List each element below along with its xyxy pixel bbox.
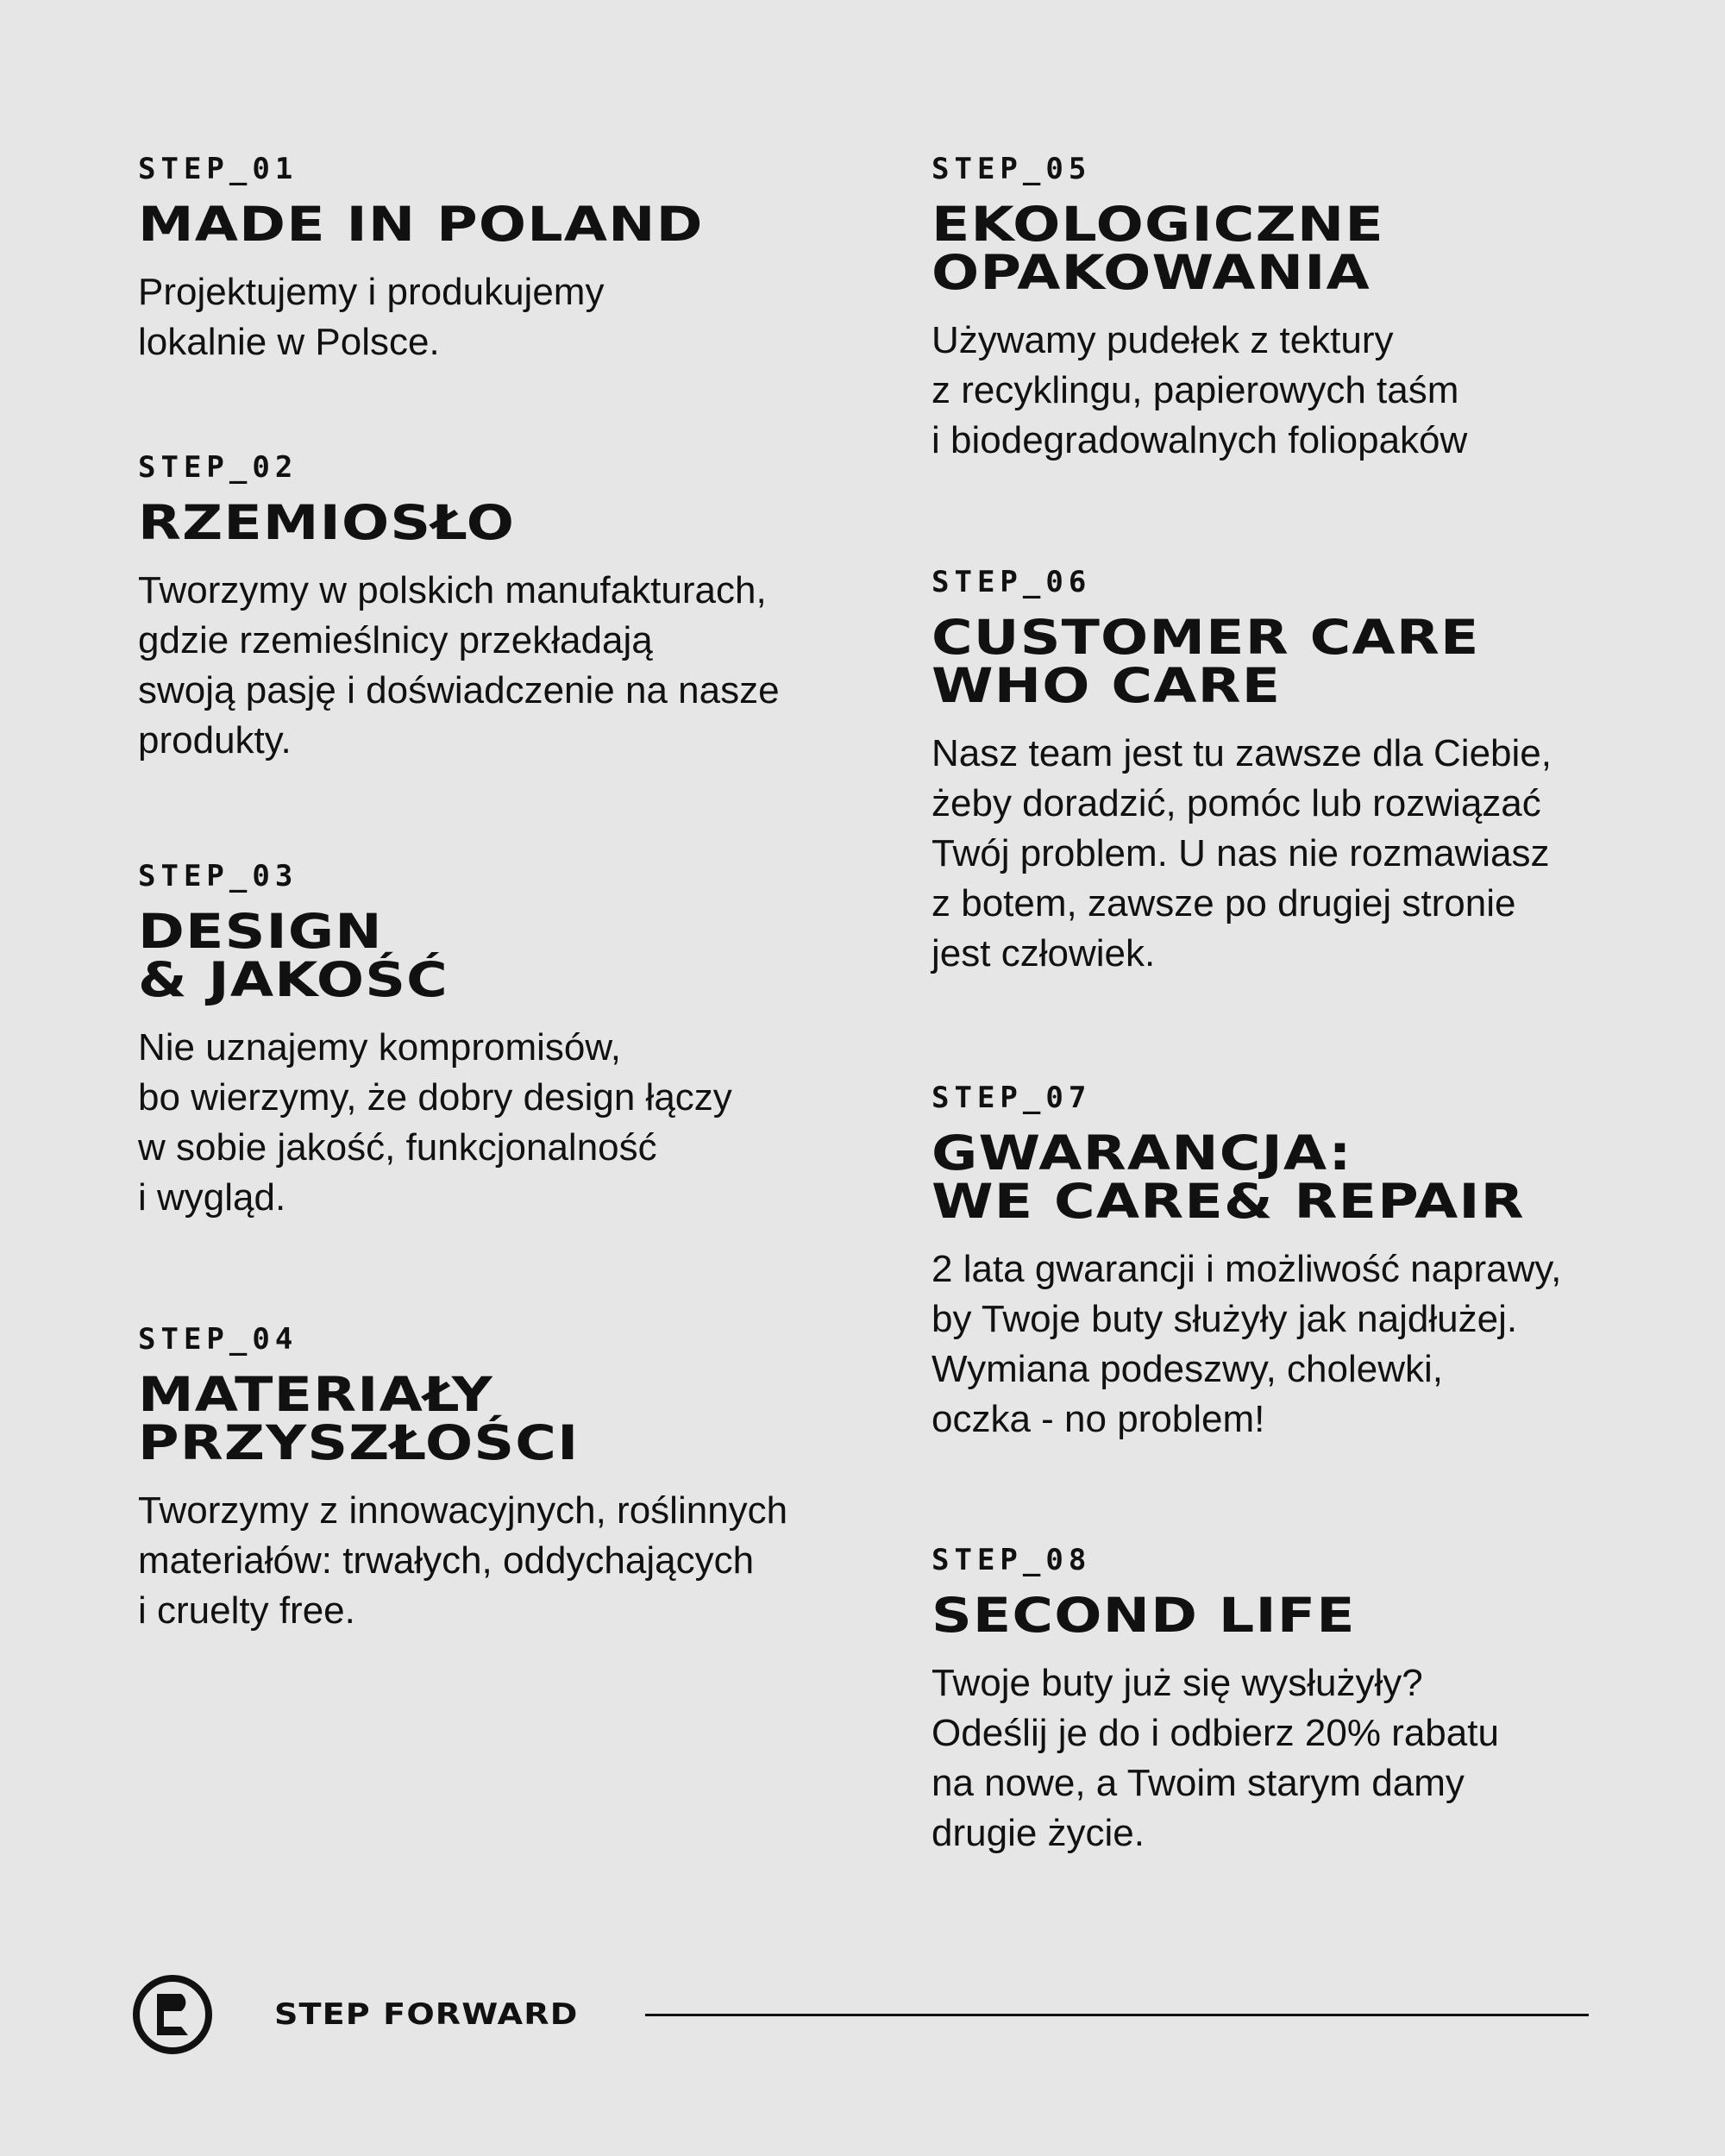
step-label: STEP_05 [932, 152, 1092, 186]
step-description: Projektujemy i produkujemy lokalnie w Polsce. [138, 271, 605, 363]
step-description: Tworzymy w polskich manufakturach, gdzie rzemieślnicy przekładają swoją pasję i doświadczenie na nasze produkty. [138, 569, 780, 761]
step-04 [138, 1322, 862, 1636]
step-label: STEP_03 [138, 859, 298, 893]
step-description: Nie uznajemy kompromisów, bo wierzymy, że dobry design łączy w sobie jakość, funkcjonalność i wygląd. [138, 1026, 732, 1219]
step-05 [932, 152, 1656, 466]
step-label: STEP_04 [138, 1322, 298, 1357]
step-description: Tworzymy z innowacyjnych, roślinnych materiałów: trwałych, oddychających i cruelty free. [138, 1489, 788, 1632]
step-07 [932, 1081, 1656, 1445]
step-title: EKOLOGICZNE OPAKOWANIA [932, 197, 1384, 300]
step-label: STEP_02 [138, 450, 298, 485]
step-title: MATERIAŁY PRZYSZŁOŚCI [138, 1367, 580, 1470]
divider [645, 2014, 1589, 2016]
step-label: STEP_07 [932, 1081, 1092, 1115]
step-06 [932, 565, 1656, 979]
step-label: STEP_01 [138, 152, 298, 186]
step-title: DESIGN & JAKOŚĆ [138, 904, 448, 1007]
circle-b-logo-icon [131, 1973, 214, 2056]
step-description: Używamy pudełek z tektury z recyklingu, papierowych taśm i biodegradowalnych foliopaków [932, 319, 1468, 461]
step-title: CUSTOMER CARE WHO CARE [932, 610, 1480, 713]
step-02 [138, 450, 862, 766]
step-title: SECOND LIFE [932, 1588, 1356, 1643]
step-title: MADE IN POLAND [138, 197, 704, 252]
step-title: RZEMIOSŁO [138, 495, 516, 550]
brand-name: STEP FORWARD [274, 1997, 579, 2032]
step-title: GWARANCJA: WE CARE& REPAIR [932, 1125, 1525, 1229]
step-label: STEP_08 [932, 1543, 1092, 1577]
step-03 [138, 859, 862, 1223]
footer [131, 1973, 1589, 2056]
step-08 [932, 1543, 1656, 1858]
step-description: Nasz team jest tu zawsze dla Ciebie, żeby doradzić, pomóc lub rozwiązać Twój problem. U nas nie rozmawiasz z botem, zawsze po drugiej stronie jest człowiek. [932, 732, 1552, 975]
step-01 [138, 152, 862, 367]
step-label: STEP_06 [932, 565, 1092, 599]
step-description: 2 lata gwarancji i możliwość naprawy, by Twoje buty służyły jak najdłużej. Wymiana podeszwy, cholewki, oczka - no problem! [932, 1248, 1562, 1440]
step-description: Twoje buty już się wysłużyły? Odeślij je do i odbierz 20% rabatu na nowe, a Twoim starym damy drugie życie. [932, 1662, 1499, 1854]
